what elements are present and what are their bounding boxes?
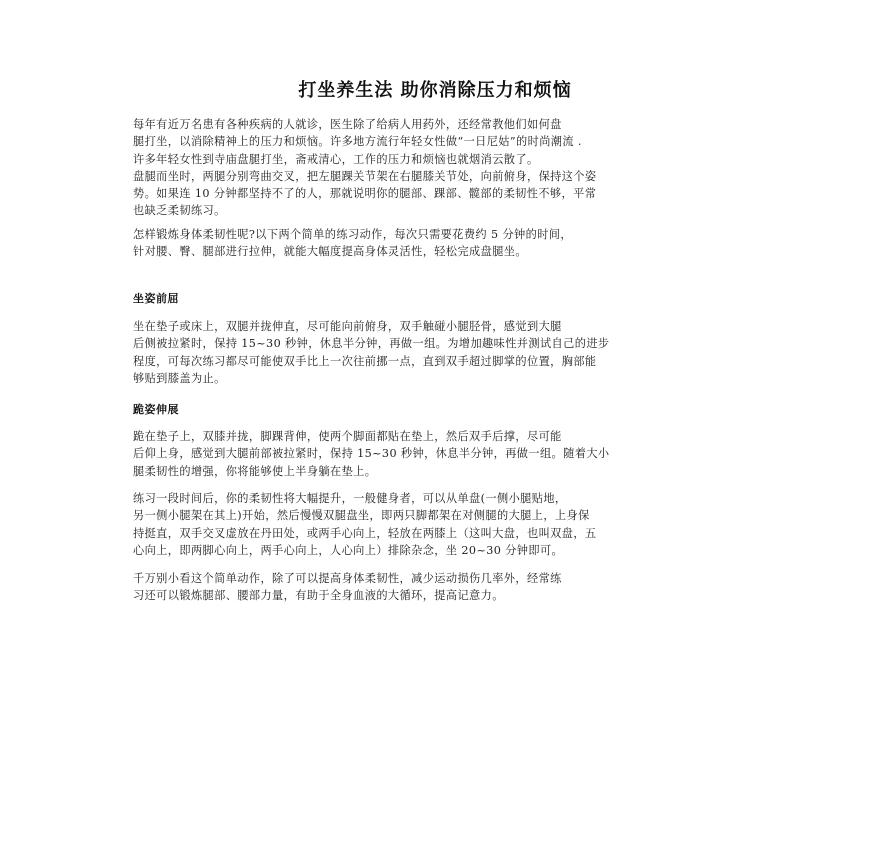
text-line: 程度，可每次练习都尽可能使双手比上一次往前挪一点，直到双手超过脚掌的位置，胸部能 bbox=[133, 354, 597, 368]
closing-paragraph bbox=[133, 570, 743, 605]
text-line: 针对腰、臀、腿部进行拉伸，就能大幅度提高身体灵活性，轻松完成盘腿坐。 bbox=[133, 245, 527, 259]
section-heading-seated-forward-bend: 坐姿前屈 bbox=[133, 292, 179, 305]
text-line: 跪在垫子上，双膝并拢，脚踝背伸，使两个脚面都贴在垫上，然后双手后撑，尽可能 bbox=[133, 430, 562, 443]
text-line: 习还可以锻炼腿部、腰部力量，有助于全身血液的大循环，提高记意力。 bbox=[133, 589, 504, 603]
text-line: 盘腿而坐时，两腿分别弯曲交叉，把左腿踝关节架在右腿膝关节处，向前俯身，保持这个姿 bbox=[133, 169, 597, 183]
text-line: 每年有近万名患有各种疾病的人就诊，医生除了给病人用药外，还经常教他们如何盘 bbox=[133, 118, 562, 131]
page-title: 打坐养生法 助你消除压力和烦恼 bbox=[298, 80, 572, 101]
text-line: 持挺直，双手交叉虚放在丹田处，或两手心向上，轻放在两膝上（这叫大盘，也叫双盘，五 bbox=[133, 526, 597, 540]
seated-forward-bend-paragraph bbox=[133, 318, 743, 387]
text-line: 坐在垫子或床上，双腿并拢伸直，尽可能向前俯身，双手触碰小腿胫骨，感觉到大腿 bbox=[133, 320, 562, 333]
kneeling-stretch-paragraph bbox=[133, 428, 743, 480]
practice-paragraph bbox=[133, 490, 743, 559]
text-line: 后仰上身，感觉到大腿前部被拉紧时，保持 15~30 秒钟，休息半分钟，再做一组。随着大小 bbox=[133, 447, 610, 461]
text-line: 腿柔韧性的增强，你将能够使上半身躺在垫上。 bbox=[133, 464, 377, 478]
section-heading-kneeling-stretch: 跪姿伸展 bbox=[133, 403, 179, 416]
text-line: 千万别小看这个简单动作，除了可以提高身体柔韧性，减少运动损伤几率外，经常练 bbox=[133, 572, 562, 585]
intro-paragraph-2 bbox=[133, 226, 743, 261]
text-line: 怎样锻炼身体柔韧性呢?以下两个简单的练习动作，每次只需要花费约 5 分钟的时间， bbox=[133, 228, 572, 241]
text-line: 心向上，即两脚心向上，两手心向上，人心向上）排除杂念，坐 20~30 分钟即可。 bbox=[133, 543, 564, 557]
text-line: 许多年轻女性到寺庙盘腿打坐，斋戒清心，工作的压力和烦恼也就烟消云散了。 bbox=[133, 152, 539, 166]
text-line: 练习一段时间后，你的柔韧性将大幅提升，一般健身者，可以从单盘(一侧小腿贴地， bbox=[133, 492, 567, 505]
text-line: 后侧被拉紧时，保持 15~30 秒钟，休息半分钟，再做一组。为增加趣味性并测试自己的进步 bbox=[133, 337, 610, 351]
text-line: 势。如果连 10 分钟都坚持不了的人，那就说明你的腿部、踝部、髋部的柔韧性不够，平常 bbox=[133, 187, 597, 201]
intro-paragraph-1 bbox=[133, 116, 743, 220]
text-line: 也缺乏柔韧练习。 bbox=[133, 204, 226, 218]
text-line: 另一侧小腿架在其上)开始，然后慢慢双腿盘坐，即两只脚都架在对侧腿的大腿上，上身保 bbox=[133, 509, 590, 523]
text-line: 够贴到膝盖为止。 bbox=[133, 371, 226, 385]
text-line: 腿打坐，以消除精神上的压力和烦恼。许多地方流行年轻女性做“一日尼姑”的时尚潮流 . bbox=[133, 135, 582, 149]
